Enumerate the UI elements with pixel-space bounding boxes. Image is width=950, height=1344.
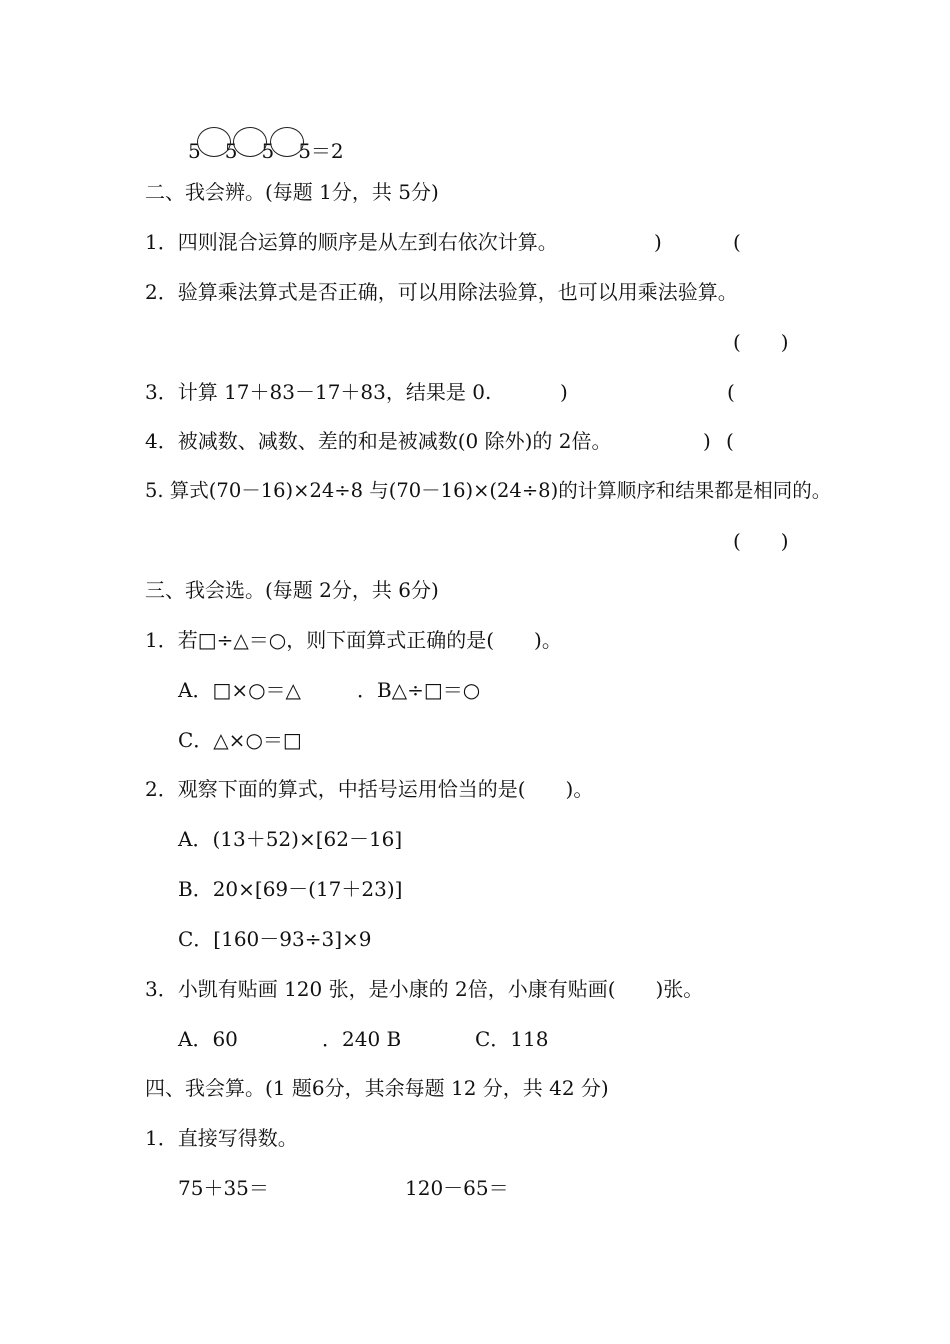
question-text: 2．验算乘法算式是否正确，可以用除法验算，也可以用乘法验算。 xyxy=(145,280,738,304)
option-b[interactable]: B．20×[69－(17＋23)] xyxy=(178,877,403,901)
option-a[interactable]: A．□×○＝△ xyxy=(178,678,301,702)
operand: 5 xyxy=(188,139,201,163)
section-title: 四、我会算。(1 题6分，其余每题 12 分，共 42 分) xyxy=(145,1076,609,1100)
option-a[interactable]: A．60 xyxy=(178,1027,238,1051)
answer-circle[interactable] xyxy=(270,127,304,157)
option-c[interactable]: C．[160－93÷3]×9 xyxy=(178,927,372,951)
answer-paren-close: ) xyxy=(703,429,711,453)
answer-paren-close: ) xyxy=(560,380,568,404)
operand: 5 xyxy=(224,139,238,163)
section-title: 三、我会选。(每题 2分，共 6分) xyxy=(145,578,439,602)
option-c[interactable]: C．118 xyxy=(475,1027,549,1051)
answer-paren-open[interactable]: ( xyxy=(726,429,734,453)
question-text: 4．被减数、减数、差的和是被减数(0 除外)的 2倍。 xyxy=(145,429,612,453)
question-text: 2．观察下面的算式，中括号运用恰当的是( )。 xyxy=(145,777,594,801)
answer-paren-close: ) xyxy=(654,230,662,254)
answer-circle[interactable] xyxy=(197,127,231,157)
option-b[interactable]: ．B△÷□＝○ xyxy=(357,678,481,702)
question-text: 3．小凯有贴画 120 张，是小康的 2倍，小康有贴画( )张。 xyxy=(145,977,704,1001)
operand: 5 xyxy=(261,139,275,163)
option-b[interactable]: ．240 B xyxy=(322,1027,402,1051)
answer-paren-open[interactable]: ( xyxy=(727,380,735,404)
result: 5＝2 xyxy=(298,139,344,163)
question-text: 3．计算 17＋83－17＋83，结果是 0. xyxy=(145,380,492,404)
answer-paren-open[interactable]: ( xyxy=(733,230,741,254)
answer-paren[interactable]: ( ) xyxy=(733,330,789,354)
option-c[interactable]: C．△×○＝□ xyxy=(178,728,302,752)
answer-paren[interactable]: ( ) xyxy=(733,529,789,553)
question-text: 5. 算式(70－16)×24÷8 与(70－16)×(24÷8)的计算顺序和结果都是相同的。 xyxy=(145,479,832,502)
question-text: 1．直接写得数。 xyxy=(145,1126,298,1150)
section-title: 二、我会辨。(每题 1分，共 5分) xyxy=(145,180,439,204)
circle-equation xyxy=(188,133,344,163)
option-a[interactable]: A．(13＋52)×[62－16] xyxy=(178,827,403,851)
arithmetic-item: 120－65＝ xyxy=(405,1176,509,1200)
question-text: 1．四则混合运算的顺序是从左到右依次计算。 xyxy=(145,230,558,254)
question-text: 1．若□÷△＝○，则下面算式正确的是( )。 xyxy=(145,628,562,652)
arithmetic-item: 75＋35＝ xyxy=(178,1176,269,1200)
